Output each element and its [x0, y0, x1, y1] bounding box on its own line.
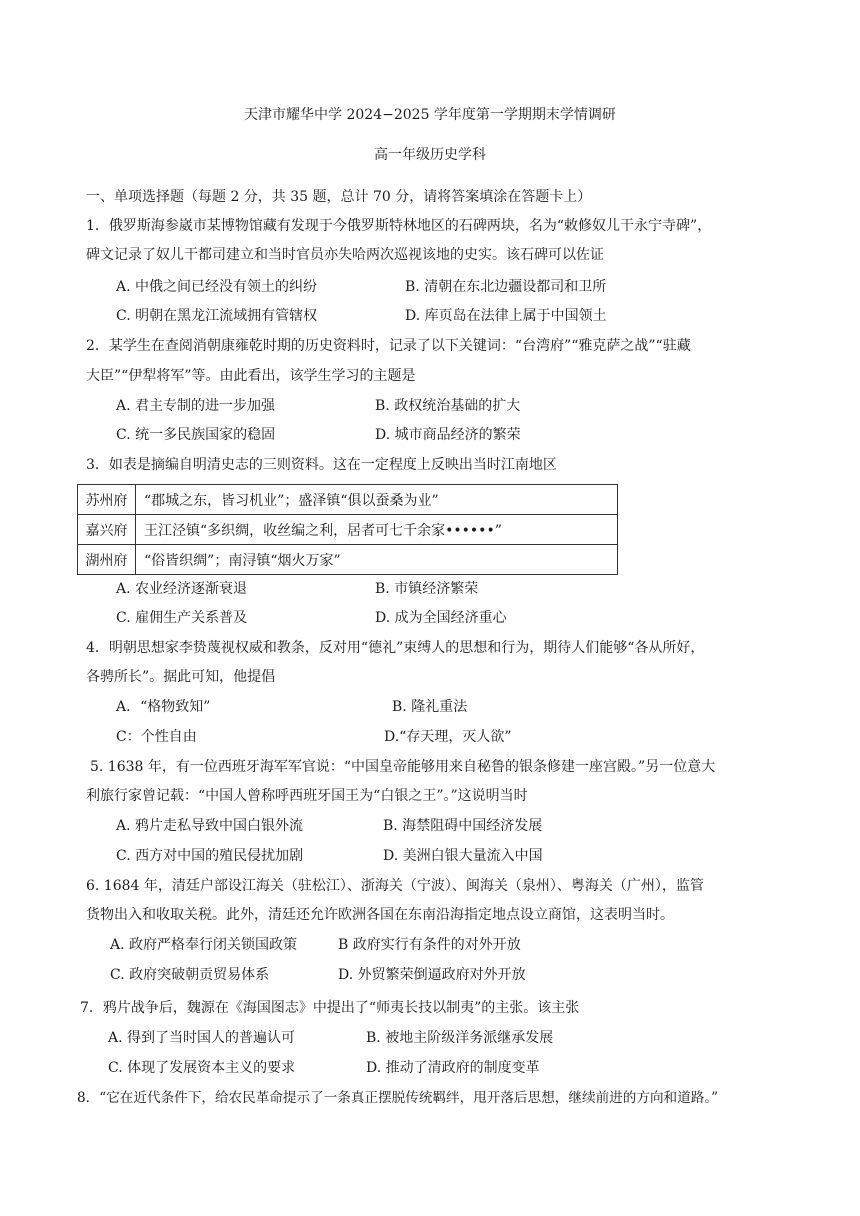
- question-6-stem-line-2: 货物出入和收取关税。此外，清廷还允许欧洲各国在东南沿海指定地点设立商馆，这表明当时。: [86, 907, 674, 923]
- question-2-option-a: A. 君主专制的进一步加强: [116, 398, 276, 414]
- question-6-option-d: D. 外贸繁荣倒逼政府对外开放: [338, 967, 526, 983]
- question-4-option-a: A．“格物致知”: [116, 699, 211, 715]
- exam-title: 天津市耀华中学 2024−2025 学年度第一学期期末学情调研: [244, 107, 616, 123]
- question-7-option-b: B. 被地主阶级洋务派继承发展: [366, 1030, 554, 1046]
- exam-subtitle: 高一年级历史学科: [374, 147, 486, 163]
- question-7-option-a: A. 得到了当时国人的普遍认可: [108, 1030, 296, 1046]
- question-7-option-d: D. 推动了清政府的制度变革: [366, 1060, 540, 1076]
- question-5-option-a: A. 鸦片走私导致中国白银外流: [116, 818, 304, 834]
- question-1-option-b: B. 清朝在东北边疆设都司和卫所: [405, 279, 607, 295]
- question-3-option-b: B. 市镇经济繁荣: [375, 581, 479, 597]
- table-cell-prefecture: 湖州府: [78, 545, 136, 575]
- question-4-stem-line-2: 各骋所长”。据此可知，他提倡: [86, 669, 276, 685]
- question-3-option-d: D. 成为全国经济重心: [375, 610, 507, 626]
- question-6-option-b: B 政府实行有条件的对外开放: [338, 937, 521, 953]
- question-8-stem: 8．“它在近代条件下，给农民革命提示了一条真正摆脱传统羁绊，甩开落后思想，继续前进的方向和道路。”: [77, 1090, 719, 1106]
- question-2-stem-line-2: 大臣”“伊犁将军”等。由此看出，该学生学习的主题是: [86, 368, 416, 384]
- question-1-option-c: C. 明朝在黑龙江流域拥有管辖权: [116, 308, 318, 324]
- question-5-stem-line-2: 利旅行家曾记载：“中国人曾称呼西班牙国王为“白银之王”。”这说明当时: [86, 788, 528, 804]
- question-4-option-d: D.“存天理，灭人欲”: [384, 729, 512, 745]
- question-5-option-d: D. 美洲白银大量流入中国: [383, 848, 543, 864]
- table-row: [78, 515, 618, 545]
- question-1-stem-line-2: 碑文记录了奴儿干都司建立和当时官员亦失哈两次巡视该地的史实。该石碑可以佐证: [86, 247, 604, 263]
- question-5-option-b: B. 海禁阻碍中国经济发展: [383, 818, 543, 834]
- table-row: [78, 545, 618, 575]
- question-2-stem-line-1: 2．某学生在查阅消朝康雍乾时期的历史资料时，记录了以下关键词：“台湾府”“雅克萨之战”“驻藏: [86, 338, 691, 354]
- table-row: [78, 485, 618, 515]
- question-6-option-a: A. 政府严格奉行闭关锁国政策: [110, 937, 298, 953]
- question-7-stem: 7．鸦片战争后，魏源在《海国图志》中提出了“师夷长技以制夷”的主张。该主张: [80, 1000, 580, 1016]
- question-1-option-a: A. 中俄之间已经没有领土的纠纷: [116, 279, 318, 295]
- question-3-option-c: C. 雇佣生产关系普及: [116, 610, 248, 626]
- question-4-option-c: C：个性自由: [116, 729, 197, 745]
- table-cell-content: “郡城之东，皆习机业”；盛泽镇“俱以蚕桑为业”: [136, 485, 618, 515]
- table-cell-prefecture: 苏州府: [78, 485, 136, 515]
- question-2-option-b: B. 政权统治基础的扩大: [375, 398, 521, 414]
- table-cell-content: “俗皆织绸”；南浔镇“烟火万家”: [136, 545, 618, 575]
- question-6-stem-line-1: 6. 1684 年，清廷户部设江海关（驻松江）、浙海关（宁波）、闽海关（泉州）、粤海关（广州），监管: [86, 878, 704, 894]
- question-1-option-d: D. 库页岛在法律上属于中国领土: [405, 308, 607, 324]
- question-1-stem-line-1: 1．俄罗斯海参崴市某博物馆藏有发现于今俄罗斯特林地区的石碑两块，名为“敕修奴儿干永宁寺碑”，: [86, 218, 712, 234]
- question-2-option-d: D. 城市商品经济的繁荣: [375, 427, 521, 443]
- question-5-stem-line-1: 5. 1638 年，有一位西班牙海军军官说：“中国皇帝能够用来自秘鲁的银条修建一座宫殿。”另一位意大: [90, 759, 716, 775]
- question-4-stem-line-1: 4．明朝思想家李贽蔑视权威和教条，反对用“德礼”束缚人的思想和行为，期待人们能够“各从所好，: [86, 640, 705, 656]
- question-3-stem: 3．如表是摘编自明清史志的三则资料。这在一定程度上反映出当时江南地区: [86, 457, 557, 473]
- question-2-option-c: C. 统一多民族国家的稳固: [116, 427, 276, 443]
- question-3-option-a: A. 农业经济逐渐衰退: [116, 581, 248, 597]
- question-4-option-b: B. 隆礼重法: [392, 699, 468, 715]
- question-7-option-c: C. 体现了发展资本主义的要求: [108, 1060, 296, 1076]
- history-data-table: [77, 484, 618, 575]
- table-cell-prefecture: 嘉兴府: [78, 515, 136, 545]
- question-5-option-c: C. 西方对中国的殖民侵扰加剧: [116, 848, 304, 864]
- question-6-option-c: C. 政府突破朝贡贸易体系: [110, 967, 270, 983]
- section-heading: 一、单项选择题（每题 2 分，共 35 题，总计 70 分，请将答案填涂在答题卡上）: [86, 189, 592, 205]
- table-cell-content: 王江泾镇“多织绸，收丝编之利，居者可七千余家••••••”: [136, 515, 618, 545]
